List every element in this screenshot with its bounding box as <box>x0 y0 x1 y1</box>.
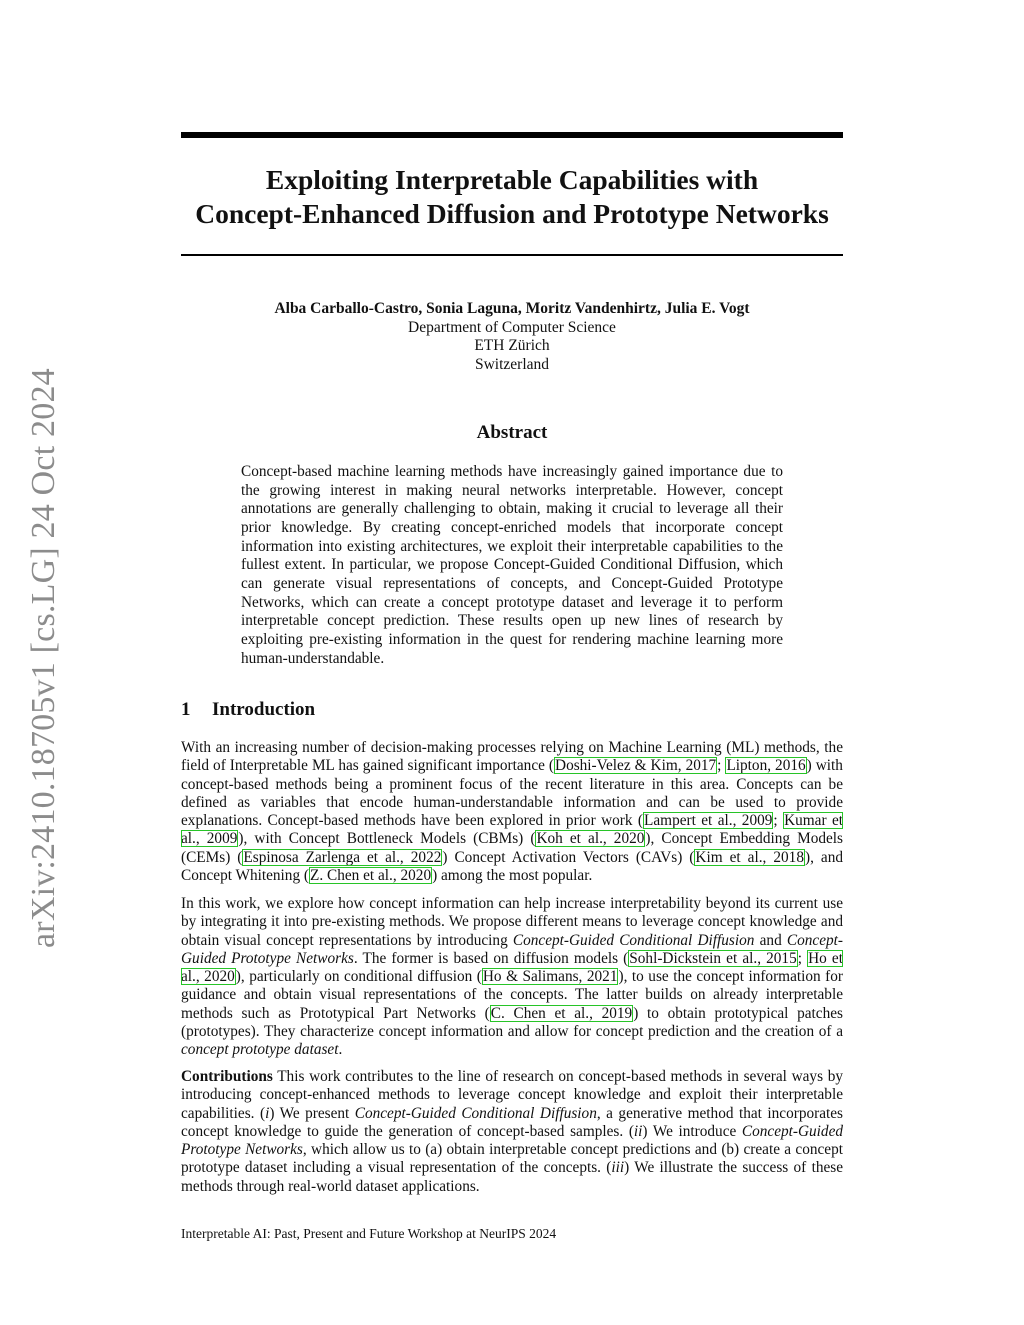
enumeration-numeral: ii <box>633 1122 643 1140</box>
text-run: With an increasing number of decision-making processes relying on Machine Learning (ML) methods, the field of Interpretable ML has gained significant importance ( <box>181 739 843 775</box>
intro-paragraph-1 <box>181 739 843 885</box>
contributions-paragraph <box>181 1068 843 1196</box>
citation-link[interactable]: Sohl-Dickstein et al., 2015 <box>629 949 797 967</box>
text-run: ; <box>717 757 726 775</box>
citation-link[interactable]: Ho et al., 2020 <box>181 949 843 986</box>
text-run: ) We illustrate the success of these methods through real-world dataset applications. <box>181 1159 843 1195</box>
paper-title <box>181 163 843 231</box>
citation-link[interactable]: Doshi-Velez & Kim, 2017 <box>555 757 717 775</box>
citation-link[interactable]: Z. Chen et al., 2020 <box>310 867 432 885</box>
text-run: In this work, we explore how concept information can help increase interpretability beyond its current use by integrating it into pre-existing methods. We propose different means to leverage concept knowledge and obtain visual concept representations by introducing <box>181 895 843 949</box>
text-run: This work contributes to the line of research on concept-based methods in several ways by introducing concept-enhanced methods to leverage concept knowledge and exploit their interpretable capabilities. ( <box>181 1068 843 1122</box>
enumeration-numeral: iii <box>611 1159 625 1177</box>
text-run: ) We present <box>269 1104 355 1122</box>
author-department: Department of Computer Science <box>408 318 616 336</box>
section-title: Introduction <box>212 699 316 720</box>
abstract-text: Concept-based machine learning methods have increasingly gained importance due to the growing interest in making neural networks interpretable. However, concept annotations are generally challenging to obtain, making it crucial to leverage all their prior knowledge. By creating concept-enriched models that incorporate concept information into existing architectures, we exploit their interpretable capabilities to the fullest extent. In particular, we propose Concept-Guided Conditional Diffusion, which can generate visual representations of concepts, and Concept-Guided Prototype Networks, which can create a concept prototype dataset and leverage it to perform interpretable concept prediction. These results open up new lines of research by exploiting pre-existing information in the quest for rendering machine learning more human-understandable. <box>241 463 783 667</box>
footer-venue: Interpretable AI: Past, Present and Future Workshop at NeurIPS 2024 <box>181 1226 557 1241</box>
arxiv-identifier: arXiv:2410.18705v1 [cs.LG] 24 Oct 2024 <box>25 368 62 948</box>
abstract-heading: Abstract <box>476 422 548 443</box>
author-block <box>181 300 843 374</box>
contributions-lead: Contributions <box>181 1068 273 1085</box>
text-run: . <box>338 1041 343 1059</box>
text-run: ) Concept Activation Vectors (CAVs) ( <box>442 848 695 866</box>
text-run: ) among the most popular. <box>432 867 593 885</box>
text-run: ) We introduce <box>642 1122 742 1140</box>
text-run: , which allow us to (a) obtain interpretable concept predictions and (b) create a concept prototype dataset including a visual representation of the concepts. ( <box>181 1141 843 1177</box>
text-run: ), Concept Embedding Models (CEMs) ( <box>181 830 844 866</box>
text-run: . The former is based on diffusion models ( <box>353 949 629 967</box>
paper-title-line-2: Concept-Enhanced Diffusion and Prototype Networks <box>195 198 829 229</box>
text-run: ) with concept-based methods being a prominent focus of the recent literature in this area. Concepts can be defined as variables that encode human-understandable information and can be used to provide explanations. Concept-based methods have been explored in prior work ( <box>181 757 843 830</box>
citation-link[interactable]: Koh et al., 2020 <box>536 830 645 848</box>
intro-paragraph-2 <box>181 895 843 1060</box>
text-run: ), with Concept Bottleneck Models (CBMs) ( <box>238 830 536 848</box>
citation-link[interactable]: Espinosa Zarlenga et al., 2022 <box>243 848 442 866</box>
emphasis-text: concept prototype dataset <box>181 1041 339 1059</box>
text-run: ; <box>797 949 808 967</box>
section-heading-introduction <box>181 698 843 722</box>
paper-title-line-1: Exploiting Interpretable Capabilities with <box>265 164 759 195</box>
text-run: , a generative method that incorporates concept knowledge to guide the generation of concept-based samples. ( <box>181 1104 843 1140</box>
author-institution: ETH Zürich <box>474 337 550 355</box>
text-run: ) to obtain prototypical patches (prototypes). They characterize concept information and allow for concept prediction and the creation of a <box>181 1004 843 1041</box>
text-run: ; <box>773 812 784 830</box>
emphasis-text: Concept-Guided Prototype Networks <box>181 931 843 967</box>
emphasis-text: Concept-Guided Prototype Networks <box>181 1122 844 1159</box>
citation-link[interactable]: Kim et al., 2018 <box>695 848 804 866</box>
enumeration-numeral: i <box>265 1104 270 1122</box>
citation-link[interactable]: Lampert et al., 2009 <box>644 812 773 830</box>
citation-link[interactable]: Ho & Salimans, 2021 <box>482 968 618 986</box>
emphasis-text: Concept-Guided Conditional Diffusion <box>512 931 755 949</box>
section-number: 1 <box>181 699 191 720</box>
text-run: ), to use the concept information for guidance and obtain visual representations of the concepts. The latter builds on already interpretable methods such as Prototypical Part Networks ( <box>181 968 843 1022</box>
author-country: Switzerland <box>474 355 550 373</box>
emphasis-text: Concept-Guided Conditional Diffusion <box>354 1104 597 1122</box>
citation-link[interactable]: C. Chen et al., 2019 <box>490 1004 633 1022</box>
text-run: ), and Concept Whitening ( <box>181 848 843 885</box>
title-bottom-rule <box>181 254 843 256</box>
citation-link[interactable]: Kumar et al., 2009 <box>181 812 844 848</box>
text-run: ), particularly on conditional diffusion ( <box>235 968 482 986</box>
author-names: Alba Carballo-Castro, Sonia Laguna, Moritz Vandenhirtz, Julia E. Vogt <box>274 300 750 317</box>
citation-link[interactable]: Lipton, 2016 <box>726 757 806 775</box>
title-top-rule <box>181 132 843 138</box>
text-run: and <box>754 931 787 949</box>
